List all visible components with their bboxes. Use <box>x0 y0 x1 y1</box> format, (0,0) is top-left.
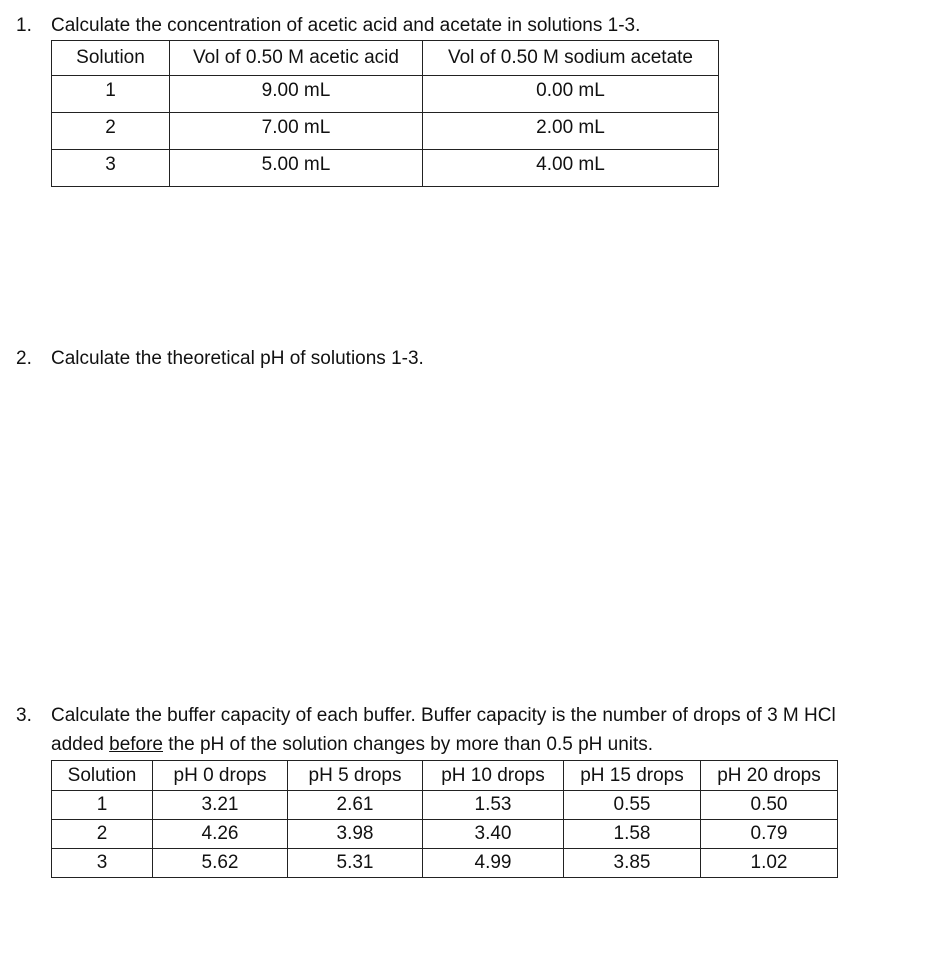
question-2-text: Calculate the theoretical pH of solutions 1-3. <box>51 348 424 369</box>
table-cell: 1 <box>52 76 170 113</box>
table-cell: 2 <box>52 113 170 150</box>
table-row <box>52 76 719 113</box>
table-cell: 0.50 <box>701 791 838 820</box>
table-cell: 5.00 mL <box>170 150 423 187</box>
table-cell: 4.99 <box>423 849 564 878</box>
header-ph-5-drops: pH 5 drops <box>288 761 423 791</box>
question-2-number: 2. <box>16 348 32 369</box>
table-row <box>52 849 838 878</box>
table-cell: 3 <box>52 150 170 187</box>
table-cell: 0.55 <box>564 791 701 820</box>
table-row <box>52 820 838 849</box>
table-cell: 5.62 <box>153 849 288 878</box>
table-cell: 2 <box>52 820 153 849</box>
question-3-number: 3. <box>16 705 32 726</box>
header-solution: Solution <box>52 761 153 791</box>
table-cell: 3.21 <box>153 791 288 820</box>
table-cell: 3 <box>52 849 153 878</box>
table-cell: 0.00 mL <box>423 76 719 113</box>
table-cell: 3.98 <box>288 820 423 849</box>
table-cell: 1.02 <box>701 849 838 878</box>
question-3 <box>16 701 836 759</box>
table-cell: 2.61 <box>288 791 423 820</box>
table-cell: 1.58 <box>564 820 701 849</box>
header-ph-0-drops: pH 0 drops <box>153 761 288 791</box>
question-1-text: Calculate the concentration of acetic acid and acetate in solutions 1-3. <box>51 15 641 36</box>
table-row <box>52 791 838 820</box>
table-header-row <box>52 41 719 76</box>
table-cell: 1.53 <box>423 791 564 820</box>
header-ph-20-drops: pH 20 drops <box>701 761 838 791</box>
underlined-word: before <box>109 734 163 755</box>
buffer-capacity-table <box>51 760 838 878</box>
table-cell: 0.79 <box>701 820 838 849</box>
table-cell: 4.00 mL <box>423 150 719 187</box>
header-solution: Solution <box>52 41 170 76</box>
table-cell: 3.85 <box>564 849 701 878</box>
table-cell: 4.26 <box>153 820 288 849</box>
table-cell: 3.40 <box>423 820 564 849</box>
volumes-table <box>51 40 719 187</box>
header-acetic-acid: Vol of 0.50 M acetic acid <box>170 41 423 76</box>
header-sodium-acetate: Vol of 0.50 M sodium acetate <box>423 41 719 76</box>
question-2 <box>16 344 424 373</box>
question-3-line-1 <box>16 701 836 730</box>
question-3-text: Calculate the buffer capacity of each buffer. Buffer capacity is the number of drops of 3 M HCl <box>51 705 836 726</box>
question-3-line-2 <box>16 730 836 759</box>
table-cell: 7.00 mL <box>170 113 423 150</box>
table-cell: 5.31 <box>288 849 423 878</box>
question-1 <box>16 11 640 40</box>
table-row <box>52 113 719 150</box>
question-3-text-post: the pH of the solution changes by more than 0.5 pH units. <box>163 734 654 755</box>
table-cell: 2.00 mL <box>423 113 719 150</box>
header-ph-15-drops: pH 15 drops <box>564 761 701 791</box>
header-ph-10-drops: pH 10 drops <box>423 761 564 791</box>
table-cell: 9.00 mL <box>170 76 423 113</box>
table-header-row <box>52 761 838 791</box>
question-3-text-pre: added <box>51 734 110 755</box>
table-cell: 1 <box>52 791 153 820</box>
question-1-number: 1. <box>16 15 32 36</box>
table-row <box>52 150 719 187</box>
